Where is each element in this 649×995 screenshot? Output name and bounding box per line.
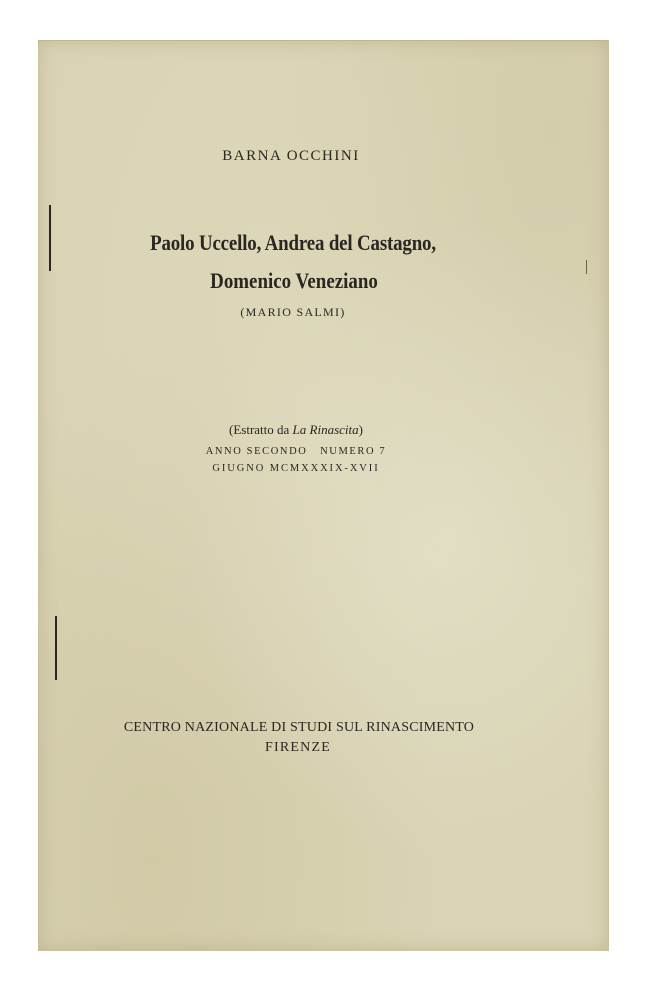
- paper-mark: [586, 260, 587, 274]
- date-line: GIUGNO MCMXXXIX-XVII: [212, 463, 380, 474]
- booklet-cover: [38, 40, 609, 951]
- issue-line: ANNO SECONDO NUMERO 7: [205, 446, 387, 457]
- title-line-2: Domenico Veneziano: [210, 268, 378, 293]
- extract-suffix: ): [358, 422, 363, 437]
- reviewed-author: (MARIO SALMI): [240, 305, 346, 319]
- title-line-1: Paolo Uccello, Andrea del Castagno,: [150, 230, 436, 255]
- author-name: BARNA OCCHINI: [222, 148, 360, 164]
- staple-bottom: [55, 616, 57, 680]
- publisher-name: CENTRO NAZIONALE DI STUDI SUL RINASCIMENTO: [123, 720, 475, 735]
- publisher-city: FIRENZE: [265, 740, 331, 755]
- extract-prefix: (Estratto da: [229, 422, 293, 437]
- journal-name: La Rinascita: [292, 422, 359, 437]
- extract-note: [0, 422, 592, 438]
